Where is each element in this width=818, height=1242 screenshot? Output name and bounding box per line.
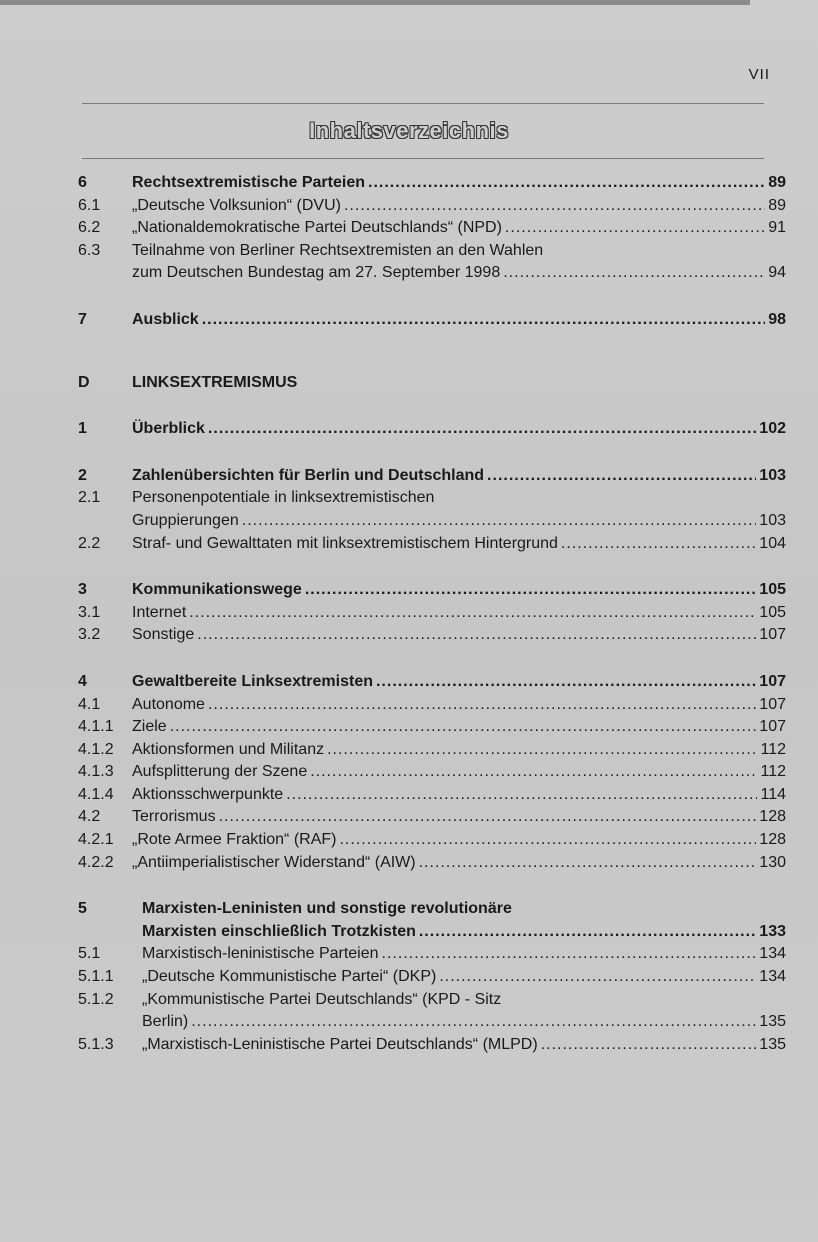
- toc-number: 4.1: [78, 695, 101, 713]
- toc-entry: [78, 217, 786, 240]
- toc-title: Aufsplitterung der Szene: [132, 763, 308, 781]
- toc-title: Rechtsextremistische Parteien: [132, 174, 365, 191]
- toc-title: „Nationaldemokratische Partei Deutschlands“ (NPD): [132, 219, 502, 237]
- toc-entry: [78, 943, 786, 966]
- toc-leader: [170, 716, 757, 739]
- toc-entry-continuation: [78, 510, 786, 533]
- toc-page: 91: [768, 219, 786, 237]
- toc-title: Autonome: [132, 695, 205, 713]
- toc-number: 4.1.2: [78, 740, 114, 758]
- toc-entry: [78, 240, 786, 263]
- toc-entry: [78, 1034, 786, 1057]
- toc-title: Ausblick: [132, 310, 199, 328]
- toc-title: Gewaltbereite Linksextremisten: [132, 672, 373, 690]
- toc-leader: [487, 465, 756, 488]
- toc-entry: [78, 602, 786, 625]
- toc-title: Überblick: [132, 420, 205, 438]
- toc-number: 5.1.2: [78, 990, 114, 1008]
- toc-number: 7: [78, 310, 87, 328]
- toc-leader: [368, 172, 765, 195]
- toc-page: 107: [759, 695, 786, 713]
- toc-page: 105: [759, 581, 786, 599]
- toc-page: 89: [768, 196, 786, 214]
- toc-leader: [191, 1011, 756, 1034]
- toc-entry: [78, 989, 786, 1012]
- toc-page: 133: [759, 922, 786, 940]
- toc-page: 94: [768, 264, 786, 282]
- toc-title: Personenpotentiale in linksextremistischen: [132, 489, 435, 507]
- toc-leader: [419, 852, 757, 875]
- toc-entry: [78, 624, 786, 647]
- toc-page: 103: [759, 466, 786, 484]
- toc-title-continued: Marxisten einschließlich Trotzkisten: [142, 922, 416, 940]
- toc-page: 114: [760, 785, 786, 803]
- toc-part-heading: [78, 372, 786, 395]
- toc-number: 2: [78, 466, 87, 484]
- toc-number: 1: [78, 420, 87, 438]
- table-of-contents: [78, 172, 786, 1056]
- toc-leader: [561, 533, 756, 556]
- toc-entry: [78, 418, 786, 441]
- toc-title: Sonstige: [132, 626, 195, 644]
- header-rule-top: [82, 103, 764, 104]
- toc-page: 98: [768, 310, 786, 328]
- toc-leader: [208, 694, 756, 717]
- toc-title: Ziele: [132, 718, 167, 736]
- toc-page: 135: [759, 1013, 786, 1031]
- toc-leader: [439, 966, 756, 989]
- toc-leader: [419, 921, 756, 944]
- toc-title: Aktionsformen und Militanz: [132, 740, 325, 758]
- toc-title: Zahlenübersichten für Berlin und Deutschland: [132, 466, 485, 484]
- toc-page: 89: [768, 174, 786, 191]
- toc-leader: [219, 806, 757, 829]
- toc-number: 6.3: [78, 241, 101, 259]
- toc-leader: [503, 262, 765, 285]
- toc-page: 134: [759, 945, 786, 963]
- toc-entry: [78, 761, 786, 784]
- toc-leader: [505, 217, 765, 240]
- toc-entry: [78, 172, 786, 195]
- toc-number: 4.1.1: [78, 718, 114, 736]
- header-rule-bottom: [82, 158, 764, 159]
- toc-entry: [78, 829, 786, 852]
- page-number: VII: [748, 66, 770, 83]
- toc-entry: [78, 806, 786, 829]
- toc-entry: [78, 716, 786, 739]
- toc-entry: [78, 694, 786, 717]
- toc-number: 4.2.1: [78, 831, 114, 849]
- toc-leader: [208, 418, 756, 441]
- toc-number: D: [78, 373, 90, 391]
- toc-number: 4.2.2: [78, 853, 114, 871]
- toc-number: 5.1: [78, 945, 101, 963]
- toc-leader: [376, 671, 756, 694]
- toc-title: LINKSEXTREMISMUS: [132, 373, 298, 391]
- toc-number: 5.1.1: [78, 968, 114, 986]
- toc-title: „Kommunistische Partei Deutschlands“ (KPD - Sitz: [142, 990, 502, 1008]
- toc-page: 112: [760, 740, 786, 758]
- toc-leader: [197, 624, 756, 647]
- toc-leader: [202, 309, 766, 332]
- toc-page: 107: [759, 672, 786, 690]
- toc-entry: [78, 465, 786, 488]
- toc-page: 105: [759, 603, 786, 621]
- toc-entry: [78, 533, 786, 556]
- toc-page: 102: [759, 420, 786, 438]
- toc-page: 128: [759, 831, 786, 849]
- toc-entry: [78, 898, 786, 921]
- toc-entry: [78, 671, 786, 694]
- toc-number: 2.1: [78, 489, 101, 507]
- toc-title-continued: Gruppierungen: [132, 511, 239, 529]
- toc-title-continued: zum Deutschen Bundestag am 27. September 1998: [132, 264, 501, 282]
- toc-leader: [242, 510, 757, 533]
- toc-entry: [78, 195, 786, 218]
- toc-number: 6: [78, 174, 87, 191]
- toc-title: Teilnahme von Berliner Rechtsextremisten an den Wahlen: [132, 241, 544, 259]
- page-title: Inhaltsverzeichnis: [309, 118, 509, 143]
- toc-title: „Deutsche Volksunion“ (DVU): [132, 196, 341, 214]
- toc-number: 4.1.4: [78, 785, 114, 803]
- toc-number: 2.2: [78, 534, 101, 552]
- toc-leader: [382, 943, 757, 966]
- toc-page: 107: [759, 626, 786, 644]
- toc-leader: [339, 829, 756, 852]
- toc-page: 134: [759, 968, 786, 986]
- toc-number: 3.2: [78, 626, 101, 644]
- toc-entry-continuation: [78, 262, 786, 285]
- toc-page: 103: [759, 511, 786, 529]
- toc-number: 5.1.3: [78, 1035, 114, 1053]
- toc-leader: [327, 739, 757, 762]
- toc-entry: [78, 309, 786, 332]
- toc-entry: [78, 739, 786, 762]
- toc-number: 4: [78, 672, 87, 690]
- toc-number: 5: [78, 900, 87, 918]
- toc-page: 107: [759, 718, 786, 736]
- scan-edge: [0, 0, 750, 5]
- toc-entry: [78, 487, 786, 510]
- toc-title: „Deutsche Kommunistische Partei“ (DKP): [142, 968, 437, 986]
- toc-title: Internet: [132, 603, 187, 621]
- toc-title: „Rote Armee Fraktion“ (RAF): [132, 831, 337, 849]
- toc-page: 112: [760, 763, 786, 781]
- toc-title: Marxistisch-leninistische Parteien: [142, 945, 379, 963]
- toc-title: „Marxistisch-Leninistische Partei Deutschlands“ (MLPD): [142, 1035, 538, 1053]
- toc-title: „Antiimperialistischer Widerstand“ (AIW): [132, 853, 416, 871]
- toc-leader: [541, 1034, 757, 1057]
- toc-leader: [310, 761, 757, 784]
- toc-page: 128: [759, 808, 786, 826]
- toc-number: 3.1: [78, 603, 101, 621]
- toc-title: Kommunikationswege: [132, 581, 302, 599]
- toc-number: 3: [78, 581, 87, 599]
- toc-title: Marxisten-Leninisten und sonstige revolutionäre: [142, 900, 512, 918]
- toc-entry: [78, 966, 786, 989]
- toc-entry: [78, 784, 786, 807]
- toc-entry-continuation: [78, 921, 786, 944]
- toc-entry-continuation: [78, 1011, 786, 1034]
- toc-title: Aktionsschwerpunkte: [132, 785, 284, 803]
- toc-leader: [344, 195, 765, 218]
- toc-page: 130: [759, 853, 786, 871]
- toc-title: Terrorismus: [132, 808, 216, 826]
- toc-leader: [286, 784, 757, 807]
- toc-leader: [189, 602, 756, 625]
- toc-page: 104: [759, 534, 786, 552]
- toc-entry: [78, 852, 786, 875]
- toc-page: 135: [759, 1035, 786, 1053]
- toc-entry: [78, 579, 786, 602]
- toc-title: Straf- und Gewalttaten mit linksextremistischem Hintergrund: [132, 534, 558, 552]
- toc-leader: [305, 579, 756, 602]
- toc-number: 4.1.3: [78, 763, 114, 781]
- toc-title-continued: Berlin): [142, 1013, 189, 1031]
- toc-number: 4.2: [78, 808, 101, 826]
- toc-number: 6.2: [78, 219, 101, 237]
- toc-number: 6.1: [78, 196, 101, 214]
